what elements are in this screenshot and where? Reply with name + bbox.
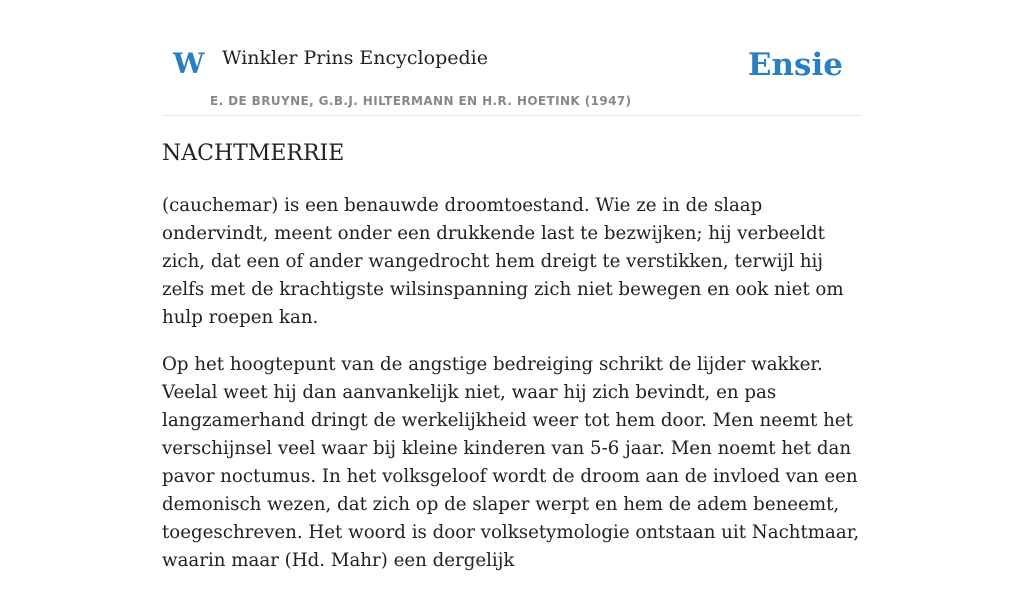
- article-paragraph-1: (cauchemar) is een benauwde droomtoestand. Wie ze in de slaap ondervindt, meent onder een drukkende last te bezwijken; hij verbeeldt zich, dat een of ander wangedrocht hem dreigt te verstikken, terwijl hij zelfs met de krachtigste wilsinspanning zich niet bewegen en ook niet om hulp roepen kan.: [162, 195, 844, 328]
- article-body: [162, 192, 864, 594]
- article-title: NACHTMERRIE: [162, 141, 345, 166]
- page: [162, 0, 862, 571]
- winkler-prins-logo[interactable]: W: [173, 47, 205, 80]
- article-paragraph-2: Op het hoogtepunt van de angstige bedreiging schrikt de lijder wakker. Veelal weet hij dan aanvankelijk niet, waar hij zich bevindt, en pas langzamerhand dringt de werkelijkheid weer tot hem door. Men neemt het verschijnsel veel waar bij kleine kinderen van 5-6 jaar. Men noemt het dan pavor noctumus. In het volksgeloof wordt de droom aan de invloed van een demonisch wezen, dat zich op de slaper werpt en hem de adem beneemt, toegeschreven. Het woord is door volksetymologie ontstaan uit Nachtmaar, waarin maar (Hd. Mahr) een dergelijk: [162, 354, 860, 571]
- site-header: [162, 0, 862, 116]
- site-title[interactable]: Winkler Prins Encyclopedie: [222, 47, 488, 69]
- authors-line: E. DE BRUYNE, G.B.J. HILTERMANN EN H.R. HOETINK (1947): [210, 94, 632, 108]
- ensie-logo-link[interactable]: Ensie: [747, 47, 843, 83]
